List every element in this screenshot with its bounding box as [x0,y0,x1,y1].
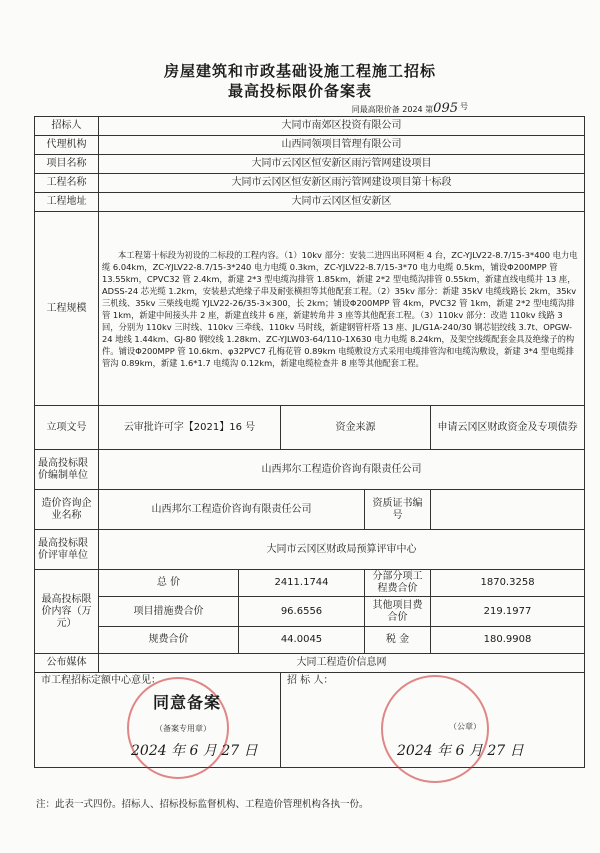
title-line-1: 房屋建筑和市政基础设施工程施工招标 [163,62,436,80]
record-number [352,101,458,116]
tax-value: 180.9908 [431,627,585,654]
right-seal-label: （公章） [449,722,481,731]
record-prefix: 同最高限价备 2024 第 [351,105,434,114]
work-address-value: 大同市云冈区恒安新区 [99,193,585,212]
scale-label: 工程规模 [35,212,99,406]
sub-label: 分部分项工程费合价 [365,570,431,597]
total-value: 2411.1744 [239,570,365,597]
right-signature-cell [281,673,585,768]
compiler-label: 最高投标限价编制单位 [35,450,99,490]
project-name-label: 项目名称 [35,155,99,174]
row-agent [35,136,585,155]
left-seal-label: （备案专用章） [155,724,211,733]
left-signature-title: 市工程招标定额中心意见： [41,675,161,686]
media-value: 大同工程造价信息网 [99,654,585,673]
compiler-value: 山西邦尔工程造价咨询有限责任公司 [99,450,585,490]
work-name-value: 大同市云冈区恒安新区雨污管网建设项目第十标段 [99,174,585,193]
work-name-label: 工程名称 [35,174,99,193]
row-work-address [35,193,585,212]
measure-label: 项目措施费合价 [99,597,239,627]
sub-value: 1870.3258 [431,570,585,597]
consulting-value: 山西邦尔工程造价咨询有限责任公司 [99,490,365,530]
row-project-name [35,155,585,174]
work-address-label: 工程地址 [35,193,99,212]
record-suffix: 号 [460,102,468,111]
other-label: 其他项目费合价 [365,597,431,627]
approval-handwriting: 同意备案 [153,693,222,712]
row-consulting [35,490,585,530]
limit-label: 最高投标限价内容（万元） [35,570,99,654]
row-scale [35,212,585,406]
left-date: 2024 年 6 月 27 日 [131,743,258,759]
approval-label: 立项文号 [35,406,99,450]
row-signatures [35,673,585,768]
row-work-name [35,174,585,193]
row-limit-measure [35,597,585,627]
right-date: 2024 年 6 月 27 日 [397,743,524,759]
other-value: 219.1977 [431,597,585,627]
footnote: 注：此表一式四份。招标人、招标投标监督机构、工程造价管理机构各执一份。 [36,799,369,810]
project-name-value: 大同市云冈区恒安新区雨污管网建设项目 [99,155,585,174]
agent-label: 代理机构 [35,136,99,155]
record-form-table [34,116,585,768]
row-compiler [35,450,585,490]
fee-value: 44.0045 [239,627,365,654]
left-signature-cell [35,673,281,768]
record-number-handwritten: 095 [433,101,458,116]
row-approval [35,406,585,450]
right-signature-title: 招 标 人： [287,675,334,686]
row-tenderer [35,117,585,136]
funding-value: 申请云冈区财政资金及专项债券 [431,406,585,450]
approval-value: 云审批许可字【2021】16 号 [99,406,281,450]
row-media [35,654,585,673]
scale-description: 本工程第十标段为初设的二标段的工程内容。（1）10kv 部分：安装二进四出环网柜 4 台，ZC-YJLV22-8.7/15-3*400 电力电缆 6.04km，ZC-YJLV22-8.7/15-3*240 电力电缆 0.3km，ZC-YJLV22-8.7/15-3*70 电力电缆 0.5km，铺设Φ200MPP 管 13.55km，CPVC32 管 2.4km，新建 2*3 型电缆沟排管 1.85km，新建 2*2 型电缆沟排管 0.55km，新建直线电缆井 13 座，ADSS-24 芯光缆 1.2km，安装悬式绝缘子串及耐张横担等其他配套工程。（2）35kv 部分：新建 35kV 电缆线路长 2km，35kv 三机线、35kv 三柴线电缆 YJLV22-26/35-3×300，长 2km；铺设Φ200MPP 管 4km，PVC32 管 1km，新建 2*2 型电缆沟排管 1km，新建中间接头井 2 座，新建直线井 6 座，新建转角井 3 座等其他配套工程。（3）110kv 部分：改造 110kv 线路 3 回，分别为 110kv 三时线、110kv 三牵线、110kv 马时线，新建钢管杆塔 13 座、JL/G1A-240/30 钢芯铝绞线 3.7t、OPGW-24 地线 1.44km、GJ-80 钢绞线 1.28km、ZC-YJLW03-64/110-1X630 电力电缆 8.24km，及架空线缆配套金具及绝缘子的构件。铺设Φ200MPP 管 10.6km、φ32PVC7 孔梅花管 0.89km 电缆敷设方式采用电缆排管沟和电缆沟敷设，新建 3*4 型电缆排管沟 0.89km，新建 1.6*1.7 电缆沟 0.12km，新建电缆检查井 8 座等其他配套工程。 [99,212,585,406]
media-label: 公布媒体 [35,654,99,673]
fee-label: 规费合价 [99,627,239,654]
tenderer-value: 大同市南郊区投资有限公司 [99,117,585,136]
row-review [35,530,585,570]
row-limit-total [35,570,585,597]
total-label: 总 价 [99,570,239,597]
row-limit-fees [35,627,585,654]
agent-value: 山西同领项目管理有限公司 [99,136,585,155]
review-label: 最高投标限价评审单位 [35,530,99,570]
tenderer-label: 招标人 [35,117,99,136]
tax-label: 税 金 [365,627,431,654]
cert-label: 资质证书编 号 [365,490,431,530]
funding-label: 资金来源 [281,406,431,450]
measure-value: 96.6556 [239,597,365,627]
consulting-label: 造价咨询企业名称 [35,490,99,530]
title-line-2: 最高投标限价备案表 [227,82,372,100]
review-value: 大同市云冈区财政局预算评审中心 [99,530,585,570]
cert-value [431,490,585,530]
